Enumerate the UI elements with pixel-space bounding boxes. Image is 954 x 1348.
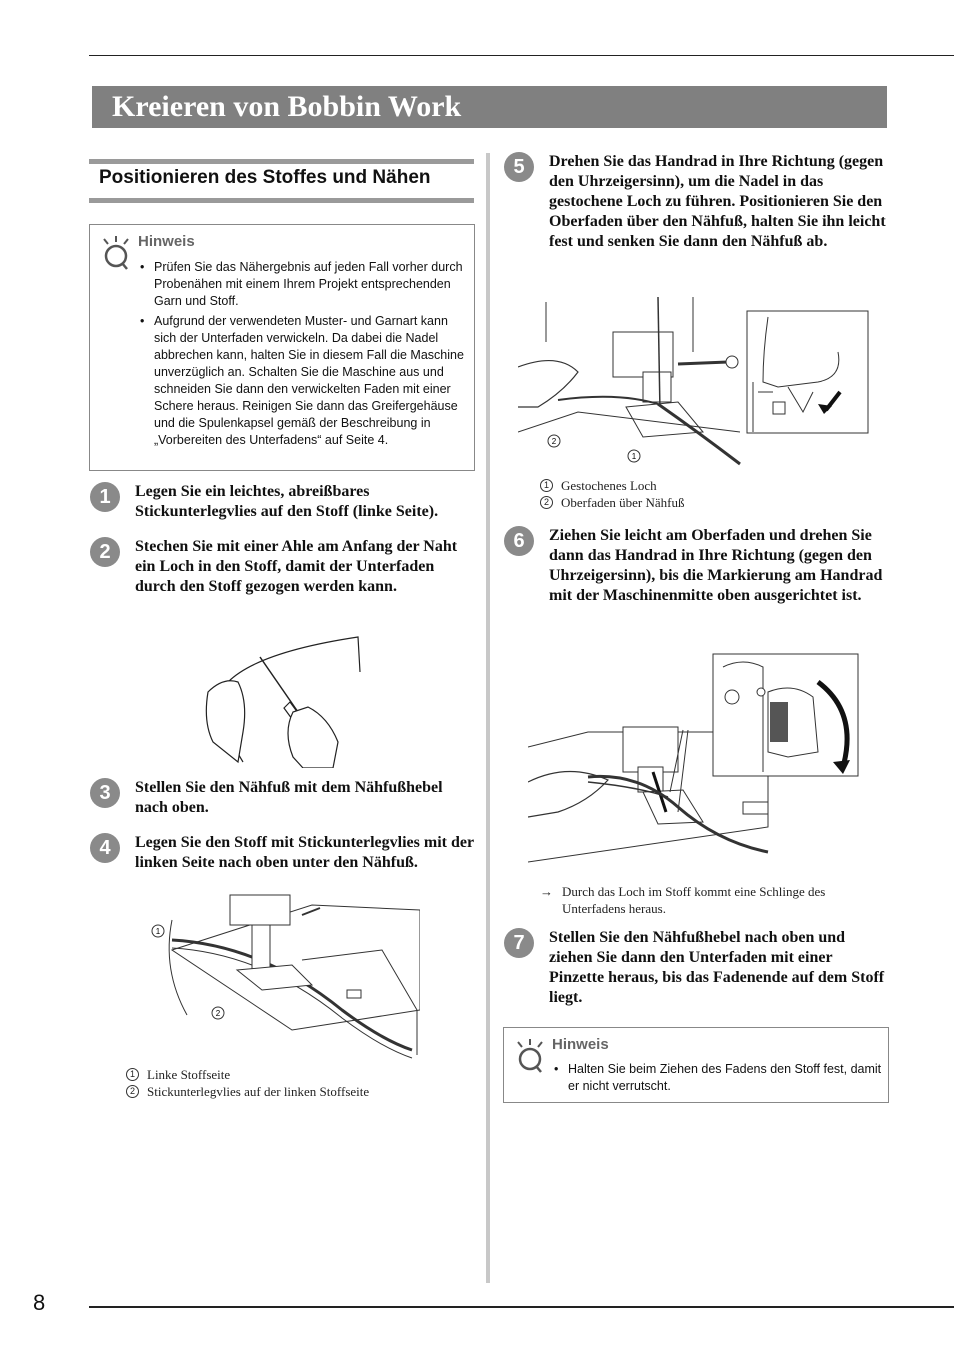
- hint-box-1: [89, 224, 475, 471]
- step-1: [90, 482, 475, 526]
- hint-title: Hinweis: [138, 233, 195, 250]
- page-title-bar: [92, 86, 887, 128]
- caption-text: Linke Stoffseite: [147, 1067, 231, 1082]
- step-number: 6: [504, 526, 534, 556]
- fig6-result: [540, 883, 885, 917]
- caption-text: Oberfaden über Nähfuß: [561, 495, 685, 510]
- step-text: Stellen Sie den Nähfuß mit dem Nähfußhebel nach oben.: [135, 779, 443, 816]
- caption-number: 1: [126, 1068, 139, 1081]
- fig4-caption: [126, 1066, 466, 1100]
- fig4-callout-1: 1: [155, 927, 161, 936]
- step-number: 3: [90, 778, 120, 808]
- fig4-callout-2: 2: [215, 1009, 221, 1018]
- fig5-callout-2: 2: [551, 437, 557, 446]
- step-text: Stellen Sie den Nähfußhebel nach oben und ziehen Sie dann den Unterfaden mit einer Pinzette heraus, bis das Fadenende auf dem Stoff liegt.: [549, 929, 885, 1006]
- hint-icon: [514, 1038, 546, 1074]
- result-text: Durch das Loch im Stoff kommt eine Schlinge des Unterfadens heraus.: [562, 884, 826, 916]
- hint-item: • Aufgrund der verwendeten Muster- und Garnart kann sich der Unterfaden verwickeln. Da dabei die Nadel abbrechen kann, halten Sie in diesem Fall die Maschine unverzüglich an. Schalten Sie die Maschine aus und schneiden Sie dann den verwickelten Faden mit einer Schere heraus. Reinigen Sie dann das Greifergehäuse und die Spulenkapsel gemäß der Beschreibung in „Vorbereiten des Unterfadens“ auf Seite 4.: [138, 313, 468, 449]
- fabric-under-foot-illustration: [142, 890, 420, 1062]
- step-text: Drehen Sie das Handrad in Ihre Richtung (gegen den Uhrzeigersinn), um die Nadel in das gestochene Loch zu führen. Positionieren Sie den Oberfaden über den Nähfuß, halten Sie ihn leicht fest und senken Sie dann den Nähfuß ab.: [549, 153, 886, 250]
- step-3: [90, 778, 475, 822]
- step-4: [90, 833, 475, 877]
- step-text: Legen Sie den Stoff mit Stickunterlegvlies mit der linken Seite nach oben unter den Nähfuß.: [135, 834, 474, 871]
- column-divider: [486, 153, 490, 1283]
- lower-foot-illustration: [518, 292, 870, 474]
- arrow-right-icon: →: [540, 884, 553, 899]
- page-title: Kreieren von Bobbin Work: [112, 90, 462, 123]
- hint-item: • Halten Sie beim Ziehen des Fadens den Stoff fest, damit er nicht verrutscht.: [552, 1061, 882, 1095]
- section-heading: [89, 159, 474, 203]
- caption-number: 2: [540, 496, 553, 509]
- bottom-rule: [89, 1306, 954, 1308]
- caption-row: [540, 494, 880, 511]
- caption-text: Stickunterlegvlies auf der linken Stoffseite: [147, 1084, 370, 1099]
- hint-title: Hinweis: [552, 1036, 609, 1053]
- step-7: [504, 928, 889, 1012]
- top-rule: [89, 55, 954, 56]
- step-number: 7: [504, 928, 534, 958]
- fig5-callout-1: 1: [631, 452, 637, 461]
- step-text: Ziehen Sie leicht am Oberfaden und drehen Sie dann das Handrad in Ihre Richtung (gegen den Uhrzeigersinn), bis die Markierung am Handrad mit der Maschinenmitte oben ausgerichtet ist.: [549, 527, 883, 604]
- fig5-caption: [540, 477, 880, 511]
- page-number: 8: [33, 1290, 46, 1315]
- step-text: Legen Sie ein leichtes, abreißbares Stickunterlegvlies auf den Stoff (linke Seite).: [135, 483, 439, 520]
- step-6: [504, 526, 889, 630]
- hint-list: [138, 259, 468, 452]
- caption-number: 2: [126, 1085, 139, 1098]
- step-2: [90, 537, 475, 621]
- caption-row: [126, 1066, 466, 1083]
- hint-box-2: [503, 1027, 889, 1103]
- hint-icon: [100, 235, 132, 271]
- step-text: Stechen Sie mit einer Ahle am Anfang der Naht ein Loch in den Stoff, damit der Unterfaden durch den Stoff gezogen werden kann.: [135, 538, 458, 595]
- caption-text: Gestochenes Loch: [561, 478, 657, 493]
- step-number: 4: [90, 833, 120, 863]
- caption-number: 1: [540, 479, 553, 492]
- handwheel-illustration: [528, 652, 862, 870]
- section-title: Positionieren des Stoffes und Nähen: [99, 167, 431, 188]
- step-number: 2: [90, 537, 120, 567]
- step-number: 1: [90, 482, 120, 512]
- awl-illustration: [198, 632, 364, 768]
- hint-item: • Prüfen Sie das Nähergebnis auf jeden Fall vorher durch Probenähen mit einem Ihrem Projekt entsprechenden Garn und Stoff.: [138, 259, 468, 310]
- hint-list: [552, 1061, 882, 1098]
- section-heading-rule-bottom: [89, 198, 474, 203]
- step-number: 5: [504, 152, 534, 182]
- caption-row: [540, 477, 880, 494]
- caption-row: [126, 1083, 466, 1100]
- step-5: [504, 152, 889, 276]
- section-heading-rule-top: [89, 159, 474, 164]
- result-row: [540, 883, 885, 917]
